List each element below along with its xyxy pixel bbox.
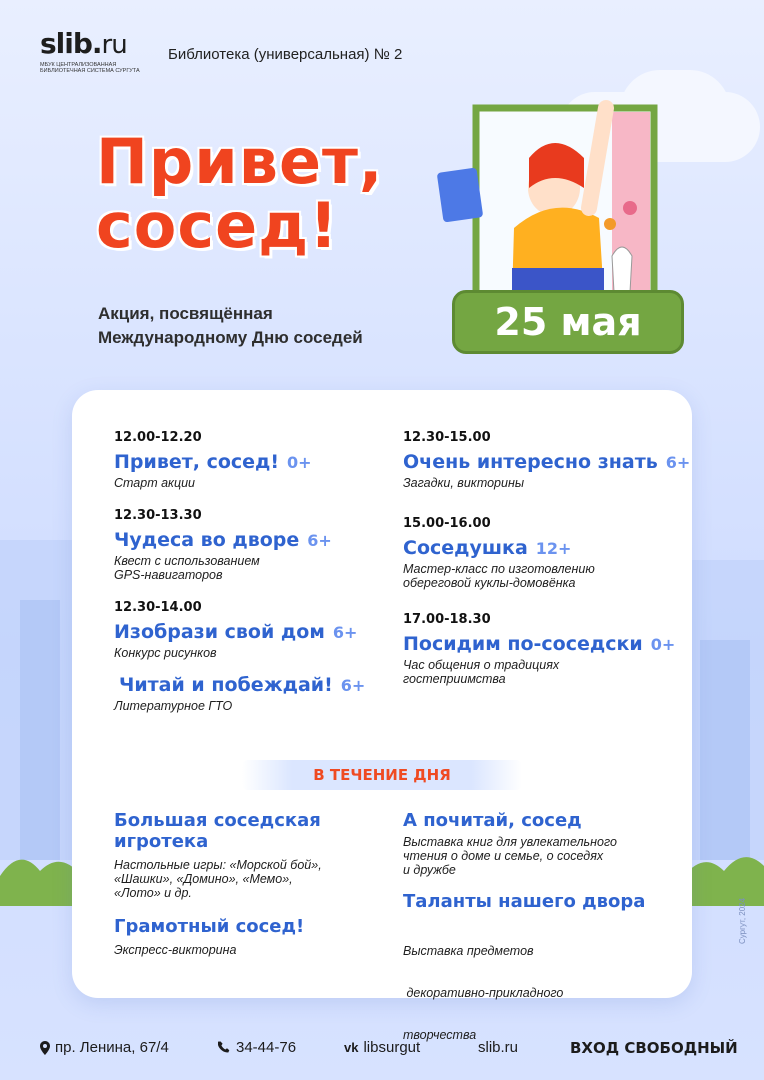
footer-vk[interactable]: vk libsurgut: [344, 1039, 421, 1056]
event-description: Выставка книг для увлекательного чтения о доме и семье, о соседях и дружбе: [403, 835, 617, 877]
program-card: [72, 390, 692, 1042]
event-description: Экспресс-викторина: [114, 943, 237, 957]
event-description: Литературное ГТО: [114, 699, 233, 713]
event-title: Чудеса во дворе 6+: [114, 529, 332, 551]
event: [403, 451, 691, 490]
event-title: Привет, сосед! 0+: [114, 451, 312, 473]
event: [114, 529, 384, 582]
building: [700, 640, 750, 860]
event-date-badge: 25 мая: [452, 290, 684, 354]
all-day-left-column: [114, 810, 384, 957]
event-description: Настольные игры: «Морской бой», «Шашки», «Домино», «Мемо», «Лото» и др.: [114, 858, 322, 900]
event-description: Выставка предметов декоративно-прикладного творчества: [403, 944, 564, 1042]
schedule-left-column: [114, 430, 384, 731]
age-rating: 0+: [650, 635, 676, 654]
event-title: Читай и побеждай! 6+: [119, 674, 366, 696]
event-title: Таланты нашего двора: [403, 891, 646, 912]
event: [114, 451, 384, 490]
time-slot: [403, 612, 676, 686]
age-rating: 6+: [665, 453, 691, 472]
event-description: Загадки, викторины: [403, 476, 525, 490]
event-title: Очень интересно знать 6+: [403, 451, 691, 473]
event-description: Час общения о традициях гостеприимства: [403, 658, 560, 686]
event-subtitle: Акция, посвящённая Международному Дню соседей: [98, 304, 363, 347]
age-rating: 12+: [535, 539, 572, 558]
side-note: Сургут, 2024: [738, 897, 747, 944]
schedule-right-column: [403, 430, 691, 704]
free-entry-label: ВХОД СВОБОДНЫЙ: [570, 1039, 738, 1057]
all-day-heading: В ТЕЧЕНИЕ ДНЯ: [242, 760, 522, 790]
slot-time: 12.00-12.20: [114, 430, 202, 445]
time-slot: [114, 430, 384, 490]
age-rating: 6+: [340, 676, 366, 695]
event: [114, 674, 384, 713]
slot-time: 12.30-13.30: [114, 508, 202, 523]
event-title: Большая соседская игротека: [114, 810, 321, 852]
page-title: Привет, сосед!: [96, 125, 384, 262]
logo-mark: slib.ru: [40, 27, 127, 60]
event-title: Изобрази свой дом 6+: [114, 621, 358, 643]
footer-phone[interactable]: 34-44-76: [218, 1039, 296, 1056]
all-day-event: [403, 810, 673, 877]
event-description: Квест с использованием GPS-навигаторов: [114, 554, 260, 582]
age-rating: 6+: [307, 531, 332, 550]
logo-subtitle: МБУК ЦЕНТРАЛИЗОВАННАЯ БИБЛИОТЕЧНАЯ СИСТЕМА СУРГУТА: [40, 62, 140, 74]
event: [403, 633, 676, 686]
location-pin-icon: [40, 1041, 50, 1055]
time-slot: [403, 516, 673, 590]
all-day-event: [114, 916, 384, 957]
all-day-right-column: [403, 810, 673, 1070]
time-slot: [403, 430, 691, 490]
library-logo[interactable]: [40, 27, 150, 74]
window-illustration: [434, 88, 674, 298]
event-title: Посидим по-соседски 0+: [403, 633, 676, 655]
event: [114, 621, 384, 660]
event-title: Грамотный сосед!: [114, 916, 305, 937]
slot-time: 15.00-16.00: [403, 516, 491, 531]
footer-address: пр. Ленина, 67/4: [40, 1039, 169, 1056]
slot-time: 12.30-14.00: [114, 600, 202, 615]
slot-time: 17.00-18.30: [403, 612, 491, 627]
age-rating: 6+: [332, 623, 358, 642]
event-title: А почитай, сосед: [403, 810, 582, 831]
event-description: Мастер-класс по изготовлению обереговой куклы-домовёнка: [403, 562, 595, 590]
footer: [0, 1035, 764, 1065]
all-day-event: [114, 810, 384, 900]
slot-time: 12.30-15.00: [403, 430, 491, 445]
age-rating: 0+: [287, 453, 312, 472]
building: [20, 600, 60, 860]
phone-icon: [218, 1041, 231, 1054]
footer-site-link[interactable]: slib.ru: [478, 1039, 519, 1056]
event-description: Старт акции: [114, 476, 195, 490]
event-description: Конкурс рисунков: [114, 646, 217, 660]
event-title: Соседушка 12+: [403, 537, 572, 559]
branch-name: Библиотека (универсальная) № 2: [168, 46, 403, 63]
time-slot: [114, 600, 384, 713]
vk-icon: vk: [344, 1040, 359, 1055]
event: [403, 537, 673, 590]
time-slot: [114, 508, 384, 582]
